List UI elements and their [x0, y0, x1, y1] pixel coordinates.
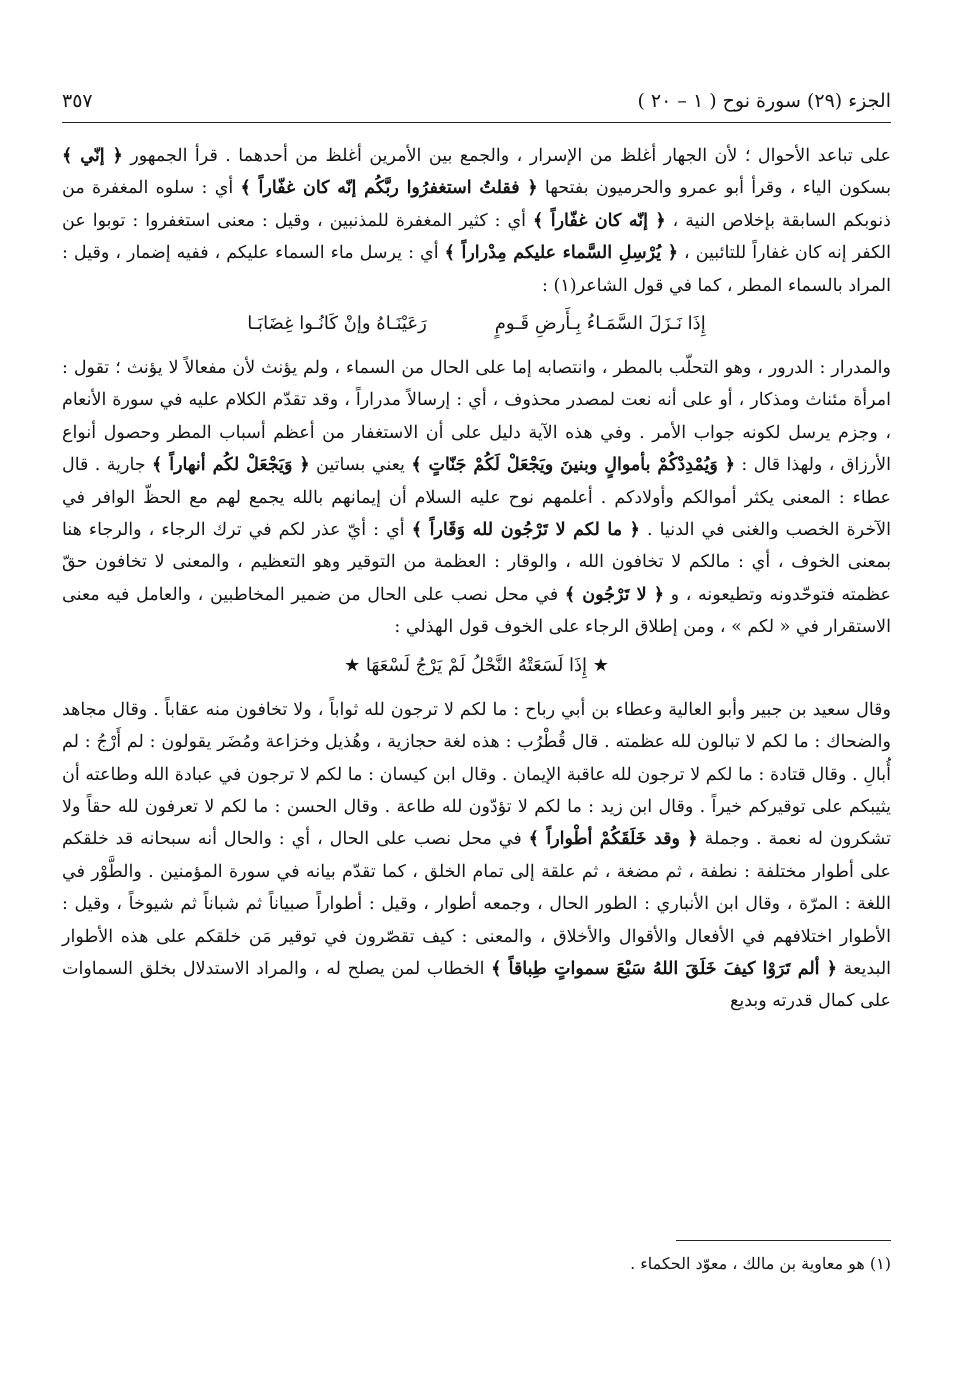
quran-quote: ﴿ إنّه كان غفّاراً ﴾ — [532, 210, 666, 231]
paragraph-3 — [62, 694, 891, 1018]
text-run: بسكون الياء ، وقرأ أبو عمرو والحرميون بفتحها — [537, 178, 891, 199]
poetry-verse-1 — [62, 306, 891, 342]
quran-quote: ﴿ وَيَجْعَلْ لكُم أنهاراً ﴾ — [152, 455, 310, 476]
main-text — [62, 140, 891, 1018]
text-run: الخطاب لمن يصلح له ، والمراد الاستدلال بخلق السماوات على كمال قدرته وبديع — [62, 958, 891, 1012]
text-run: والمدرار : الدرور ، وهو التحلّب بالمطر ، وانتصابه إما على الحال من السماء ، ولم يؤنث لأن مفعالاً لا يؤنث ؛ تقول : امرأة مئناث ومذكار ، أو على أنه نعت لمصدر محذوف ، أي : إرسالاً مدراراً ، وقد تقدّم الكلام عليه في سورة الأنعام ، وجزم يرسل لكونه جواب الأمر . وفي هذه الآية دليل على أن الاستغفار من أعظم أسباب المطر وحصول أنواع الأرزاق ، ولهذا قال : — [62, 358, 892, 476]
quran-quote: ﴿ وقد خَلَقَكُمْ أطْواراً ﴾ — [528, 829, 698, 850]
text-run: أي : كثير المغفرة للمذنبين ، وقيل : معنى استغفروا : توبوا عن الكفر إنه كان غفاراً للتائبين ، — [62, 210, 891, 264]
quran-quote: ﴿ ألم تَرَوْا كيفَ خَلَقَ اللهُ سَبْعَ سمواتٍ طِباقاً ﴾ — [491, 958, 837, 979]
verse-hemistich-left: رَعَيْنَـاهُ وإنْ كَانُـوا غِضَابَـا — [247, 313, 427, 335]
text-run: وقال سعيد بن جبير وأبو العالية وعطاء بن أبي رباح : ما لكم لا ترجون لله ثواباً ، ولا تخافون منه عقاباً . وقال مجاهد والضحاك : ما لكم لا تبالون لله عظمته . قال قُطْرُب : هذه لغة حجازية ، وهُذيل وخزاعة ومُضَر يقولون : لم أَرْجُ : لم أُبالِ . وقال قتادة : ما لكم لا ترجون لله عاقبة الإيمان . وقال ابن كيسان : ما لكم لا ترجون في عبادة الله وطاعته أن يثيبكم على توقيركم خيراً . وقال ابن زيد : ما لكم لا تؤدّون لله طاعة . وقال الحسن : ما لكم لا تعرفون لله حقاً ولا تشكرون له نعمة . وجملة — [62, 699, 891, 850]
quran-quote: ﴿ ما لكم لا تَرْجُون لله وَقَاراً ﴾ — [411, 520, 640, 541]
text-run: على تباعد الأحوال ؛ لأن الجهار أغلظ من الإسرار ، والجمع بين الأمرين أغلظ من أحدهما . قرأ الجمهور — [122, 146, 891, 166]
page-number: ٣٥٧ — [62, 90, 93, 112]
quran-quote: ﴿ وَيُمْدِدْكُمْ بأموالٍ وبنينَ ويَجْعَلْ لَكُمْ جَنّاتٍ ﴾ — [411, 455, 735, 476]
footnote: (١) هو معاوية بن مالك ، معوّد الحكماء . — [630, 1254, 891, 1273]
text-run: في محل نصب على الحال من ضمير المخاطبين ، والعامل فيه معنى الاستقرار في « لكم » ، ومن إطلاق الرجاء على الخوف قول الهذلي : — [62, 584, 891, 638]
paragraph-1 — [62, 140, 891, 302]
quran-quote: ﴿ يُرْسِلِ السَّماء عليكم مِدْراراً ﴾ — [444, 243, 678, 264]
text-run: أي : سلوه المغفرة من ذنوبكم السابقة بإخلاص النية ، — [62, 178, 891, 231]
footnote-divider — [676, 1240, 891, 1241]
poetry-verse-2: ★ إِذَا لَسَعَتْهُ النَّحْلُ لَمْ يَرْجُ لَسْعَهَا ★ — [344, 654, 609, 676]
text-run: يعني بساتين — [309, 455, 412, 476]
paragraph-2 — [62, 352, 891, 644]
text-run: أي : أيّ عذر لكم في ترك الرجاء ، والرجاء هنا بمعنى الخوف ، أي : مالكم لا تخافون الله ، والوقار : العظمة من التوقير وهو التعظيم ، والمعنى لا تخافون حقّ عظمته فتوحّدونه وتطيعونه ، و — [62, 520, 891, 605]
page-header — [62, 86, 891, 123]
quran-quote: ﴿ إنّي ﴾ — [62, 146, 123, 166]
running-title: الجزء (٢٩) سورة نوح ( ١ – ٢٠ ) — [637, 90, 891, 112]
text-run: أي : يرسل ماء السماء عليكم ، ففيه إضمار ، وقيل : المراد بالسماء المطر ، كما في قول الشاعر(١) : — [62, 243, 891, 296]
text-run: في محل نصب على الحال ، أي : والحال أنه سبحانه قد خلقكم على أطوار مختلفة : نطفة ، ثم مضغة ، ثم علقة إلى تمام الخلق ، كما تقدّم بيانه في سورة المؤمنين . والطَّوْر في اللغة : المرّة ، وقال ابن الأنباري : الطور الحال ، وجمعه أطوار ، وقيل : أطواراً صبياناً ثم شباناً ثم شيوخاً ، وقيل : الأطوار اختلافهم في الأفعال والأقوال والأخلاق ، والمعنى : كيف تقصّرون في توقير مَن خلقكم على هذه الأطوار البديعة — [62, 829, 892, 979]
verse-hemistich-right: إِذَا نَـزَلَ السَّمَـاءُ بِـأَرضِ قَـومٍ — [494, 313, 706, 335]
quran-quote: ﴿ لا تَرْجُون ﴾ — [564, 584, 665, 605]
quran-quote: ﴿ فقلتُ استغفرُوا ربَّكُم إنّه كان غفّاراً ﴾ — [240, 178, 538, 199]
text-run: جارية . قال عطاء : المعنى يكثر أموالكم وأولادكم . أعلمهم نوح عليه السلام أن إيمانهم بالله يجمع لهم مع الحظّ الوافر في الآخرة الخصب والغنى في الدنيا . — [62, 455, 891, 541]
